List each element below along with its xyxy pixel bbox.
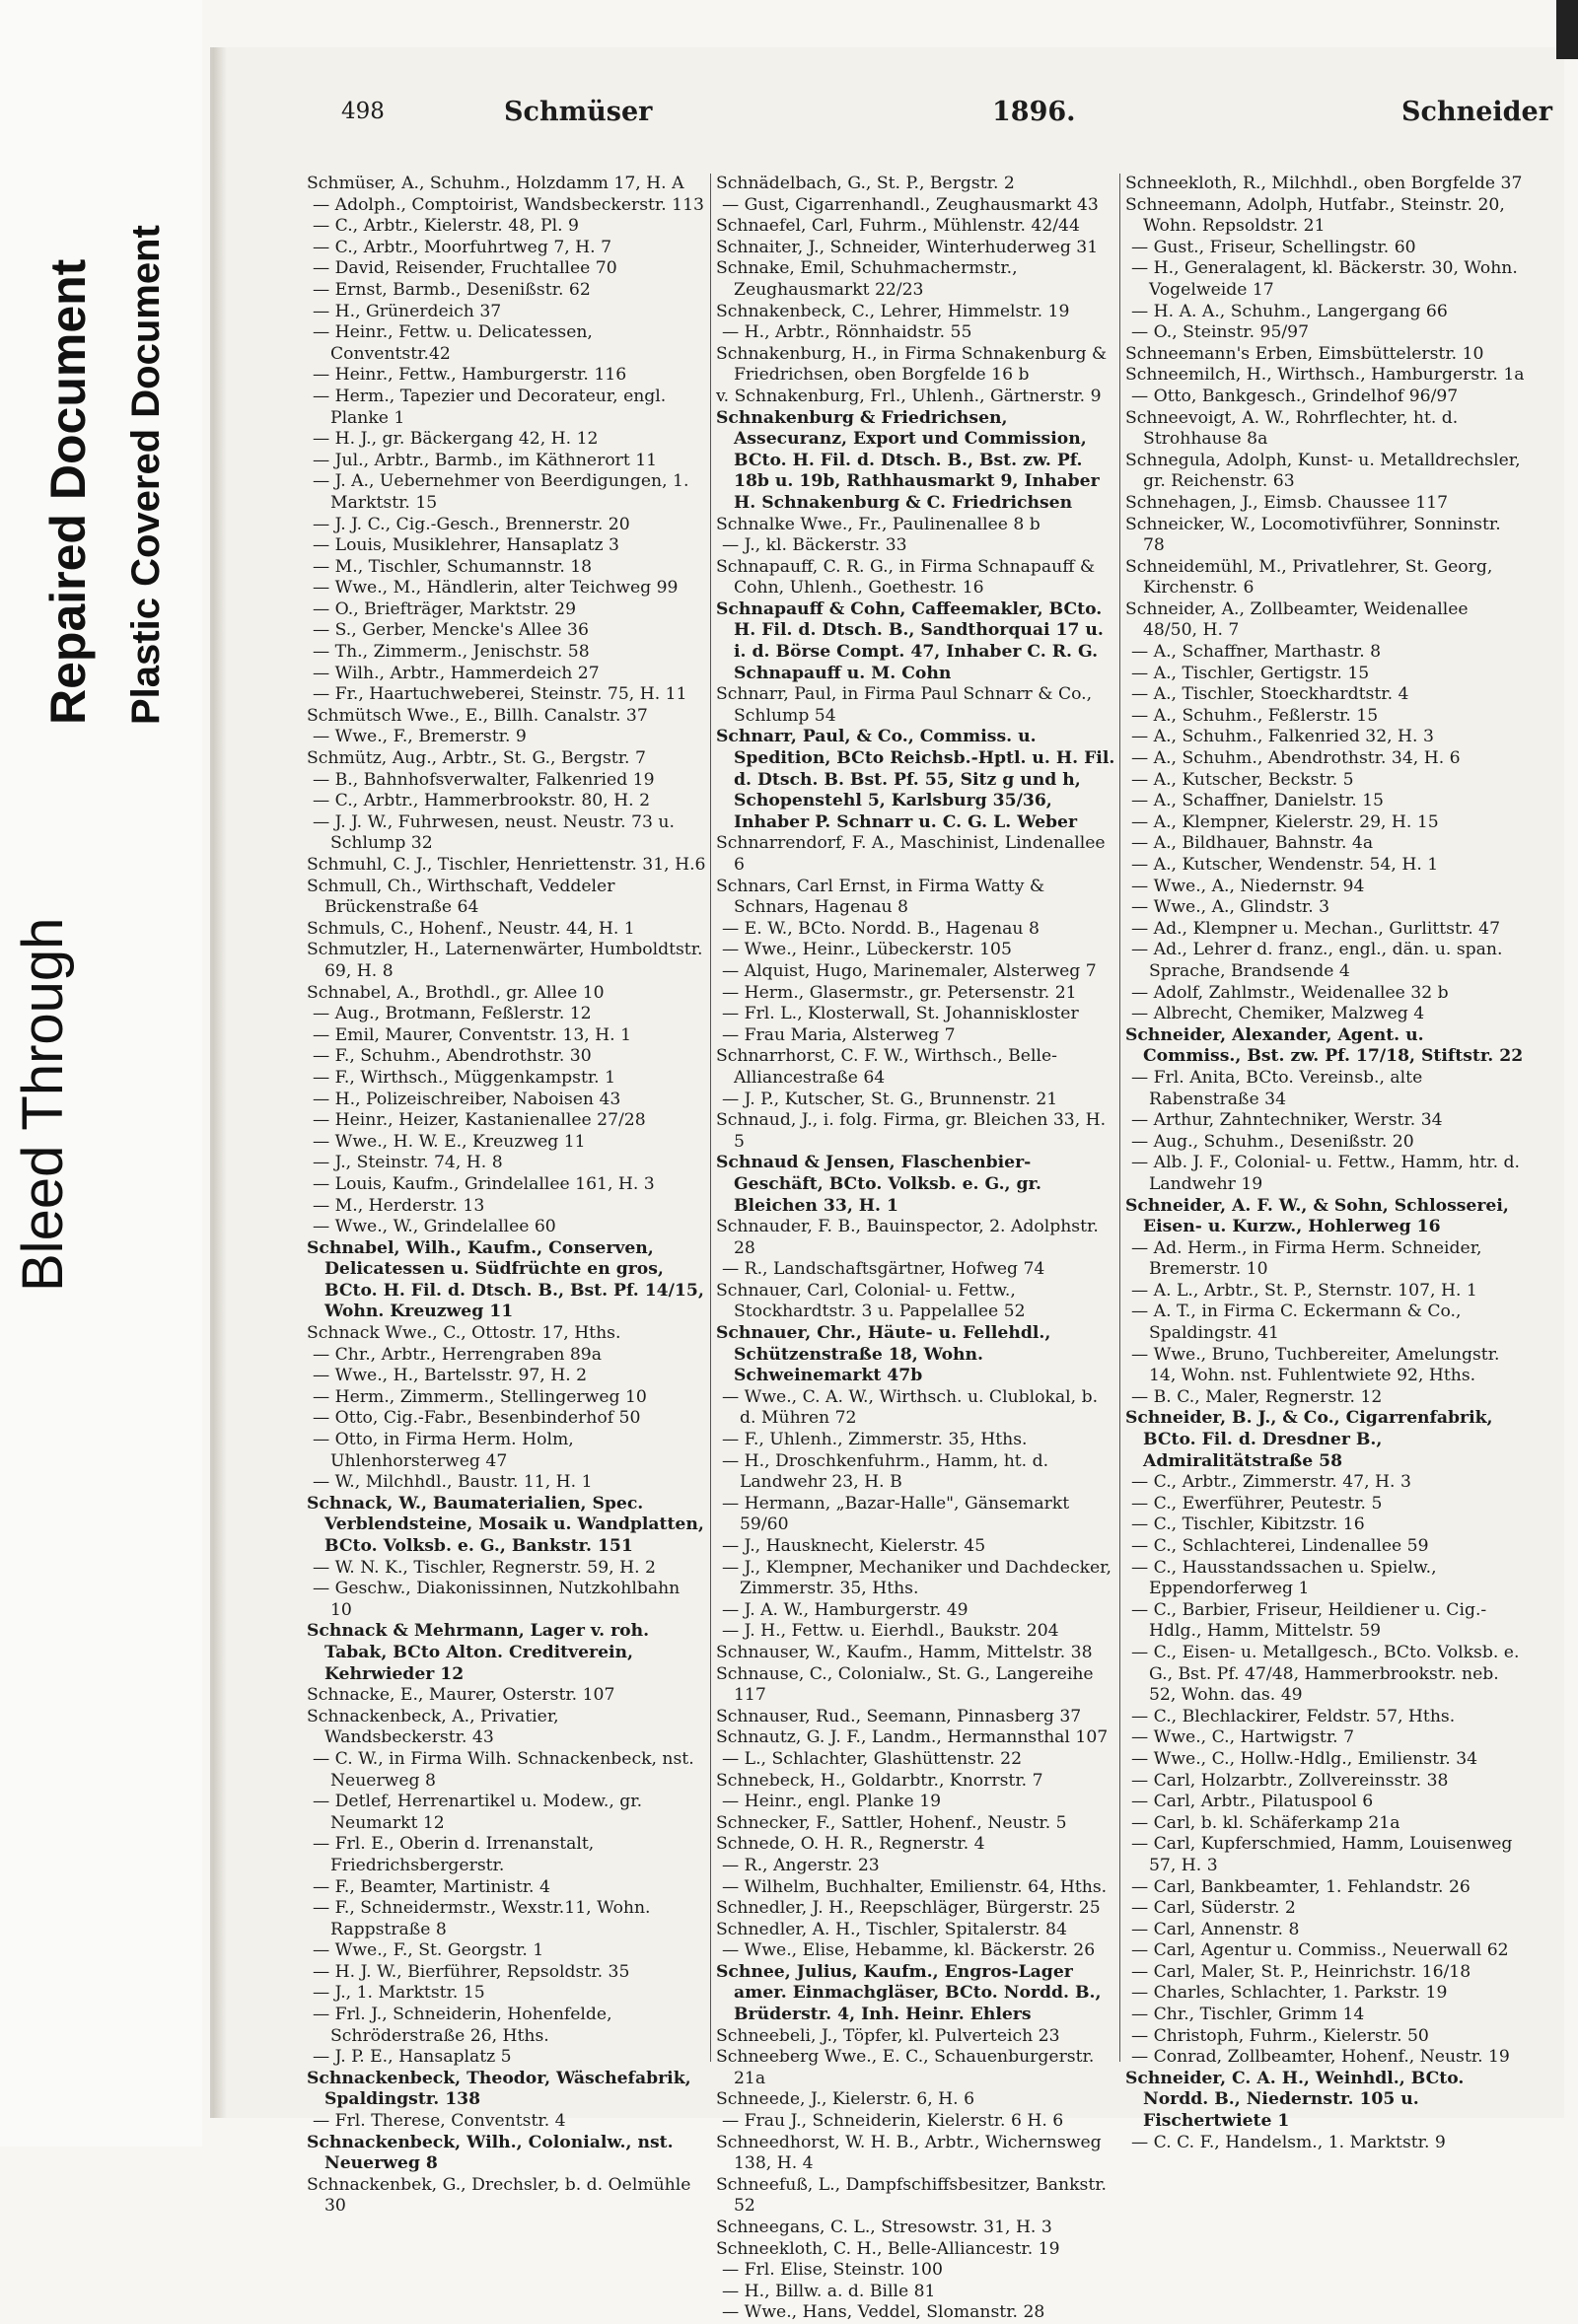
directory-entry: — Wwe., M., Händlerin, alter Teichweg 99 (313, 578, 679, 599)
directory-entry: Schnauder, F. B., Bauinspector, 2. Adolphstr. 28 (716, 1217, 1099, 1258)
directory-entry: — Fr., Haartuchweberei, Steinstr. 75, H. 11 (313, 684, 687, 705)
directory-entry: Schnakenbeck, C., Lehrer, Himmelstr. 19 (716, 301, 1070, 321)
directory-entry: v. Schnakenburg, Frl., Uhlenh., Gärtnerstr. 9 (716, 386, 1102, 406)
directory-entry: — Heinr., Fettw. u. Delicatessen, Conventstr.42 (313, 322, 593, 364)
directory-entry: Schnackenbeck, A., Privatier, Wandsbeckerstr. 43 (307, 1706, 559, 1748)
directory-page (210, 47, 1564, 2323)
directory-entry: — C., Tischler, Kibitzstr. 16 (1131, 1514, 1365, 1535)
directory-entry: — A. T., in Firma C. Eckermann & Co., Spaldingstr. 41 (1131, 1302, 1462, 1344)
directory-entry: — F., Schneidermstr., Wexstr.11, Wohn. Rappstraße 8 (313, 1898, 651, 1939)
directory-entry: — J., Steinstr. 74, H. 8 (313, 1153, 503, 1173)
directory-entry: — Wwe., F., Bremerstr. 9 (313, 727, 527, 747)
directory-entry: — O., Steinstr. 95/97 (1131, 322, 1310, 343)
directory-entry: — Gust., Friseur, Schellingstr. 60 (1131, 237, 1416, 257)
directory-entry: Schnarr, Paul, & Co., Commiss. u. Spedition, BCto Reichsb.-Hptl. u. H. Fil. d. Dtsch. B. Bst. Pf. 55, Sitz g und h, Schopenstehl 5, Karlsburg 35/36, Inhaber P. Schnarr u. C. G. L. Weber (716, 727, 1115, 832)
directory-entry: — W., Milchhdl., Baustr. 11, H. 1 (313, 1472, 593, 1493)
directory-entry: — Frl. L., Klosterwall, St. Johanniskloster (722, 1004, 1079, 1024)
directory-entry: — Wwe., Heinr., Lübeckerstr. 105 (722, 940, 1012, 960)
directory-entry: — J. P., Kutscher, St. G., Brunnenstr. 21 (722, 1089, 1058, 1109)
directory-entry: — Carl, Holzarbtr., Zollvereinsstr. 38 (1131, 1770, 1449, 1791)
directory-entry: — Frl. Anita, BCto. Vereinsb., alte Rabenstraße 34 (1131, 1067, 1423, 1109)
directory-entry: Schnars, Carl Ernst, in Firma Watty & Schnars, Hagenau 8 (716, 876, 1045, 918)
directory-entry: Schneegans, C. L., Stresowstr. 31, H. 3 (716, 2218, 1052, 2237)
directory-entry: — Ad., Klempner u. Mechan., Gurlittstr. 47 (1131, 918, 1501, 939)
directory-entry: — Otto, in Firma Herm. Holm, Uhlenhorsterweg 47 (313, 1430, 574, 1471)
page-header (312, 97, 1552, 130)
directory-entry: — H. J. W., Bierführer, Repsoldstr. 35 (313, 1961, 630, 1982)
directory-entry: — Ernst, Barmb., Desenißstr. 62 (313, 279, 591, 300)
directory-entry: — Ad., Lehrer d. franz., engl., dän. u. span. Sprache, Brandsende 4 (1131, 940, 1503, 981)
directory-entry: — J., kl. Bäckerstr. 33 (722, 535, 907, 556)
directory-entry: — C., Ewerführer, Peutestr. 5 (1131, 1493, 1383, 1514)
directory-entry: Schnabel, Wilh., Kaufm., Conserven, Delicatessen u. Südfrüchte en gros, BCto. H. Fil. d. Dtsch. B., Bst. Pf. 14/15, Wohn. Kreuzweg 11 (307, 1237, 704, 1322)
directory-entry: Schnackenbeck, Wilh., Colonialw., nst. Neuerweg 8 (307, 2132, 674, 2174)
directory-entry: — F., Wirthsch., Müggenkampstr. 1 (313, 1067, 616, 1088)
directory-entry: — Wwe., F., St. Georgstr. 1 (313, 1940, 544, 1961)
directory-entry: Schnede, O. H. R., Regnerstr. 4 (716, 1834, 985, 1855)
directory-entry: — Wwe., H. W. E., Kreuzweg 11 (313, 1131, 586, 1152)
directory-entry: — Frl. Elise, Steinstr. 100 (722, 2260, 943, 2281)
directory-entry: Schneemann, Adolph, Hutfabr., Steinstr. 20, Wohn. Repsoldstr. 21 (1125, 194, 1505, 237)
directory-entry: — O., Briefträger, Marktstr. 29 (313, 599, 577, 619)
directory-entry: — C., Schlachterei, Lindenallee 59 (1131, 1536, 1429, 1556)
directory-entry: Schneeberg Wwe., E. C., Schauenburgerstr. 21a (716, 2047, 1095, 2088)
directory-entry: Schnee, Julius, Kaufm., Engros-Lager amer. Einmachgläser, BCto. Nordd. B., Brüderstr. 4, Inh. Heinr. Ehlers (716, 1961, 1102, 2025)
directory-entry: Schnakenburg & Friedrichsen, Assecuranz, Export und Commission, BCto. H. Fil. d. Dtsch. B., Bst. zw. Pf. 18b u. 19b, Rathhausmarkt 9, Inhaber H. Schnakenburg & C. Friedrichsen (716, 407, 1100, 513)
directory-entry: — A., Schuhm., Feßlerstr. 15 (1131, 705, 1379, 726)
directory-entry: Schneebeli, J., Töpfer, kl. Pulverteich 23 (716, 2025, 1060, 2046)
directory-entry: Schnarrendorf, F. A., Maschinist, Lindenallee 6 (716, 833, 1106, 875)
directory-entry: — Heinr., Fettw., Hamburgerstr. 116 (313, 365, 627, 386)
directory-entry: — Wilh., Arbtr., Hammerdeich 27 (313, 663, 600, 683)
directory-entry: — Ad. Herm., in Firma Herm. Schneider, Bremerstr. 10 (1131, 1237, 1482, 1280)
directory-entry: Schnake, Emil, Schuhmachermstr., Zeughausmarkt 22/23 (716, 258, 1018, 300)
directory-entry: — Frau J., Schneiderin, Kielerstr. 6 H. 6 (722, 2111, 1064, 2132)
directory-entry: Schmuhl, C. J., Tischler, Henriettenstr. 31, H.6 (307, 855, 706, 875)
directory-entry: — C. C. F., Handelsm., 1. Marktstr. 9 (1131, 2132, 1446, 2152)
directory-entry: — H., Grünerdeich 37 (313, 301, 502, 321)
scan-margin (0, 0, 202, 2147)
directory-entry: — F., Schuhm., Abendrothstr. 30 (313, 1046, 592, 1067)
directory-entry: — Wilhelm, Buchhalter, Emilienstr. 64, Hths. (722, 1876, 1108, 1897)
directory-entry: — A., Bildhauer, Bahnstr. 4a (1131, 833, 1374, 854)
directory-entry: — Wwe., C. A. W., Wirthsch. u. Clublokal, b. d. Mühren 72 (722, 1386, 1099, 1429)
directory-entry: Schneemann's Erben, Eimsbüttelerstr. 10 (1125, 343, 1484, 364)
directory-entry: — Frl. J., Schneiderin, Hohenfelde, Schröderstraße 26, Hths. (313, 2005, 612, 2046)
directory-entry: — Albrecht, Chemiker, Malzweg 4 (1131, 1004, 1425, 1024)
directory-entry: — Chr., Arbtr., Herrengraben 89a (313, 1344, 602, 1365)
directory-entry: — Wwe., H., Bartelsstr. 97, H. 2 (313, 1366, 588, 1386)
directory-entry: — E. W., BCto. Nordd. B., Hagenau 8 (722, 918, 1040, 939)
column-divider (1119, 174, 1120, 2062)
directory-entry: — C., Eisen- u. Metallgesch., BCto. Volksb. e. G., Bst. Pf. 47/48, Hammerbrookstr. neb. 52, Wohn. das. 49 (1131, 1642, 1520, 1706)
directory-entry: Schnackenbeck, Theodor, Wäschefabrik, Spaldingstr. 138 (307, 2068, 691, 2110)
directory-entry: — Herm., Glasermstr., gr. Petersenstr. 21 (722, 982, 1077, 1003)
directory-entry: — A., Kutscher, Wendenstr. 54, H. 1 (1131, 855, 1439, 875)
column-1 (307, 174, 706, 2217)
directory-entry: — J., Klempner, Mechaniker und Dachdecker, Zimmerstr. 35, Hths. (722, 1557, 1112, 1599)
directory-entry: — Conrad, Zollbeamter, Hohenf., Neustr. 19 (1131, 2047, 1510, 2068)
directory-entry: Schnaud & Jensen, Flaschenbier-Geschäft, BCto. Volksb. e. G., gr. Bleichen 33, H. 1 (716, 1153, 1041, 1216)
directory-entry: Schnaefel, Carl, Fuhrm., Mühlenstr. 42/44 (716, 216, 1080, 237)
directory-entry: — Frau Maria, Alsterweg 7 (722, 1024, 956, 1045)
directory-entry: — A. L., Arbtr., St. P., Sternstr. 107, H. 1 (1131, 1280, 1477, 1301)
directory-entry: — J. P. E., Hansaplatz 5 (313, 2047, 512, 2068)
directory-entry: Schneider, A. F. W., & Sohn, Schlosserei, Eisen- u. Kurzw., Hohlerweg 16 (1125, 1195, 1509, 1237)
directory-entry: Schneider, B. J., & Co., Cigarrenfabrik, BCto. Fil. d. Dresdner B., Admiralitätstraße 58 (1125, 1408, 1493, 1471)
plastic-covered-label: Plastic Covered Document (124, 225, 168, 725)
directory-entry: — Heinr., Heizer, Kastanienallee 27/28 (313, 1110, 646, 1131)
header-right-keyword: Schneider (1401, 97, 1552, 127)
directory-entry: — Detlef, Herrenartikel u. Modew., gr. Neumarkt 12 (313, 1792, 643, 1833)
directory-entry: — B. C., Maler, Regnerstr. 12 (1131, 1386, 1383, 1407)
directory-entry: — A., Kutscher, Beckstr. 5 (1131, 769, 1354, 790)
directory-entry: — Gust, Cigarrenhandl., Zeughausmarkt 43 (722, 194, 1099, 215)
directory-entry: Schmuls, C., Hohenf., Neustr. 44, H. 1 (307, 918, 635, 939)
directory-entry: Schnalke Wwe., Fr., Paulinenallee 8 b (716, 514, 1040, 534)
directory-entry: — Chr., Tischler, Grimm 14 (1131, 2005, 1365, 2025)
directory-entry: — H., Droschkenfuhrm., Hamm, ht. d. Landwehr 23, H. B (722, 1450, 1049, 1493)
directory-entry: — F., Uhlenh., Zimmerstr. 35, Hths. (722, 1430, 1028, 1450)
directory-entry: Schnauser, W., Kaufm., Hamm, Mittelstr. 38 (716, 1642, 1093, 1662)
directory-entry: — H., Generalagent, kl. Bäckerstr. 30, Wohn. Vogelweide 17 (1131, 258, 1518, 300)
directory-entry: — A., Tischler, Stoeckhardtstr. 4 (1131, 684, 1409, 705)
directory-entry: Schnedler, J. H., Reepschläger, Bürgerstr. 25 (716, 1898, 1101, 1919)
directory-entry: Schnack & Mehrmann, Lager v. roh. Tabak, BCto Alton. Creditverein, Kehrwieder 12 (307, 1621, 650, 1684)
directory-entry: Schnackenbek, G., Drechsler, b. d. Oelmühle 30 (307, 2174, 691, 2217)
directory-entry: — Adolf, Zahlmstr., Weidenallee 32 b (1131, 982, 1449, 1003)
directory-entry: — C., Arbtr., Kielerstr. 48, Pl. 9 (313, 216, 579, 237)
directory-entry: — Carl, Kupferschmied, Hamm, Louisenweg 57, H. 3 (1131, 1834, 1513, 1875)
directory-entry: — J. H., Fettw. u. Eierhdl., Baukstr. 204 (722, 1621, 1059, 1642)
directory-entry: Schnegula, Adolph, Kunst- u. Metalldrechsler, gr. Reichenstr. 63 (1125, 450, 1521, 492)
directory-entry: — B., Bahnhofsverwalter, Falkenried 19 (313, 769, 655, 790)
header-year: 1896. (992, 97, 1076, 127)
directory-entry: Schmütsch Wwe., E., Billh. Canalstr. 37 (307, 705, 648, 726)
directory-entry: — M., Herderstr. 13 (313, 1195, 485, 1216)
directory-entry: — Wwe., A., Glindstr. 3 (1131, 897, 1330, 918)
directory-entry: — Charles, Schlachter, 1. Parkstr. 19 (1131, 1983, 1448, 2004)
directory-entry: Schneevoigt, A. W., Rohrflechter, ht. d. Strohhause 8a (1125, 407, 1459, 450)
directory-entry: Schneicker, W., Locomotivführer, Sonninstr. 78 (1125, 514, 1501, 556)
column-2 (716, 174, 1115, 2323)
directory-entry: — C., Arbtr., Zimmerstr. 47, H. 3 (1131, 1472, 1411, 1493)
directory-entry: — C., Arbtr., Moorfuhrtweg 7, H. 7 (313, 237, 612, 257)
directory-entry: — A., Schaffner, Marthastr. 8 (1131, 642, 1382, 663)
directory-entry: — J. J. W., Fuhrwesen, neust. Neustr. 73 u. Schlump 32 (313, 811, 675, 854)
directory-entry: Schnarrhorst, C. F. W., Wirthsch., Belle-Alliancestraße 64 (716, 1046, 1057, 1088)
directory-entry: Schmutzler, H., Laternenwärter, Humboldtstr. 69, H. 8 (307, 940, 703, 981)
directory-entry: — Louis, Kaufm., Grindelallee 161, H. 3 (313, 1173, 655, 1194)
directory-entry: Schnause, C., Colonialw., St. G., Langereihe 117 (716, 1663, 1094, 1706)
directory-entry: — R., Landschaftsgärtner, Hofweg 74 (722, 1259, 1045, 1280)
directory-entry: — Carl, b. kl. Schäferkamp 21a (1131, 1812, 1400, 1833)
directory-entry: Schnaud, J., i. folg. Firma, gr. Bleichen 33, H. 5 (716, 1110, 1107, 1152)
directory-entry: — Frl. Therese, Conventstr. 4 (313, 2111, 566, 2132)
directory-entry: — Frl. E., Oberin d. Irrenanstalt, Friedrichsbergerstr. (313, 1834, 595, 1875)
directory-entry: — Wwe., C., Hollw.-Hdlg., Emilienstr. 34 (1131, 1748, 1478, 1769)
directory-entry: — Wwe., Elise, Hebamme, kl. Bäckerstr. 26 (722, 1940, 1096, 1961)
directory-entry: — H., Arbtr., Rönnhaidstr. 55 (722, 322, 972, 343)
directory-entry: — Otto, Cig.-Fabr., Besenbinderhof 50 (313, 1408, 641, 1429)
directory-entry: — Carl, Maler, St. P., Heinrichstr. 16/18 (1131, 1961, 1471, 1982)
directory-entry: Schnautz, G. J. F., Landm., Hermannsthal 107 (716, 1727, 1109, 1748)
directory-entry: — Otto, Bankgesch., Grindelhof 96/97 (1131, 386, 1459, 406)
directory-entry: — Arthur, Zahntechniker, Werstr. 34 (1131, 1110, 1443, 1131)
directory-entry: — Geschw., Diakonissinnen, Nutzkohlbahn 10 (313, 1579, 681, 1620)
directory-entry: Schnapauff, C. R. G., in Firma Schnapauff & Cohn, Uhlenh., Goethestr. 16 (716, 556, 1096, 599)
directory-entry: — Jul., Arbtr., Barmb., im Käthnerort 11 (313, 450, 658, 470)
directory-entry: Schnehagen, J., Eimsb. Chaussee 117 (1125, 492, 1449, 513)
directory-entry: — J. A., Uebernehmer von Beerdigungen, 1. Marktstr. 15 (313, 471, 689, 513)
directory-entry: Schnarr, Paul, in Firma Paul Schnarr & Co., Schlump 54 (716, 684, 1093, 726)
directory-entry: — Th., Zimmerm., Jenischstr. 58 (313, 642, 590, 663)
directory-entry: Schneemilch, H., Wirthsch., Hamburgerstr. 1a (1125, 365, 1525, 386)
directory-entry: — Wwe., Hans, Veddel, Slomanstr. 28 (722, 2302, 1045, 2323)
header-left-keyword: Schmüser (504, 97, 653, 127)
directory-entry: — Wwe., C., Hartwigstr. 7 (1131, 1727, 1355, 1748)
directory-entry: — A., Klempner, Kielerstr. 29, H. 15 (1131, 811, 1439, 832)
directory-entry: — J. J. C., Cig.-Gesch., Brennerstr. 20 (313, 514, 630, 534)
directory-entry: Schneider, Alexander, Agent. u. Commiss., Bst. zw. Pf. 17/18, Stiftstr. 22 (1125, 1024, 1524, 1067)
directory-entry: — J., Hausknecht, Kielerstr. 45 (722, 1536, 986, 1556)
directory-entry: Schnapauff & Cohn, Caffeemakler, BCto. H. Fil. d. Dtsch. B., Sandthorquai 17 u. i. d. Börse Compt. 47, Inhaber C. R. G. Schnapauff u. M. Cohn (716, 599, 1104, 683)
directory-entry: — Herm., Zimmerm., Stellingerweg 10 (313, 1386, 647, 1407)
directory-entry: Schneefuß, L., Dampfschiffsbesitzer, Bankstr. 52 (716, 2174, 1108, 2217)
directory-entry: Schnauser, Rud., Seemann, Pinnasberg 37 (716, 1706, 1082, 1726)
directory-entry: Schnaiter, J., Schneider, Winterhuderweg 31 (716, 237, 1099, 257)
directory-entry: — Adolph., Comptoirist, Wandsbeckerstr. 113 (313, 194, 704, 215)
directory-entry: Schneekloth, R., Milchhdl., oben Borgfelde 37 (1125, 174, 1523, 193)
bleed-through-label: Bleed Through (11, 917, 75, 1292)
directory-entry: Schnabel, A., Brothdl., gr. Allee 10 (307, 982, 605, 1003)
directory-entry: — Carl, Annenstr. 8 (1131, 1919, 1300, 1939)
directory-entry: — S., Gerber, Mencke's Allee 36 (313, 620, 589, 641)
directory-entry: — A., Schaffner, Danielstr. 15 (1131, 791, 1384, 811)
directory-entry: — Christoph, Fuhrm., Kielerstr. 50 (1131, 2025, 1429, 2046)
directory-entry: — Herm., Tapezier und Decorateur, engl. Planke 1 (313, 386, 667, 428)
directory-entry: — C., Blechlackirer, Feldstr. 57, Hths. (1131, 1706, 1456, 1726)
directory-entry: — R., Angerstr. 23 (722, 1855, 880, 1875)
column-divider (710, 174, 711, 2062)
column-3 (1125, 174, 1525, 2152)
repaired-document-label: Repaired Document (40, 258, 96, 725)
page-number: 498 (341, 99, 385, 124)
directory-entry: — A., Schuhm., Abendrothstr. 34, H. 6 (1131, 748, 1461, 769)
directory-entry: — Hermann, „Bazar-Halle", Gänsemarkt 59/60 (722, 1493, 1070, 1535)
directory-entry: Schnädelbach, G., St. P., Bergstr. 2 (716, 174, 1015, 193)
directory-entry: — David, Reisender, Fruchtallee 70 (313, 258, 617, 279)
directory-entry: — C., Arbtr., Hammerbrookstr. 80, H. 2 (313, 791, 651, 811)
directory-entry: — Carl, Süderstr. 2 (1131, 1898, 1296, 1919)
directory-entry: — Alb. J. F., Colonial- u. Fettw., Hamm, htr. d. Landwehr 19 (1131, 1153, 1521, 1194)
directory-entry: — C., Hausstandssachen u. Spielw., Eppendorferweg 1 (1131, 1557, 1437, 1599)
directory-entry: — Wwe., A., Niedernstr. 94 (1131, 876, 1365, 896)
directory-entry: — Wwe., Bruno, Tuchbereiter, Amelungstr. 14, Wohn. nst. Fuhlentwiete 92, Hths. (1131, 1344, 1500, 1386)
directory-entry: Schnedler, A. H., Tischler, Spitalerstr. 84 (716, 1919, 1067, 1939)
directory-entry: — Carl, Arbtr., Pilatuspool 6 (1131, 1792, 1374, 1812)
directory-entry: Schnauer, Chr., Häute- u. Fellehdl., Schützenstraße 18, Wohn. Schweinemarkt 47b (716, 1323, 1051, 1386)
directory-entry: Schnebeck, H., Goldarbtr., Knorrstr. 7 (716, 1770, 1043, 1791)
directory-entry: Schnack Wwe., C., Ottostr. 17, Hths. (307, 1323, 621, 1344)
directory-entry: — Aug., Brotmann, Feßlerstr. 12 (313, 1004, 592, 1024)
directory-entry: — A., Tischler, Gertigstr. 15 (1131, 663, 1370, 683)
directory-entry: Schneede, J., Kielerstr. 6, H. 6 (716, 2089, 975, 2110)
directory-entry: — Emil, Maurer, Conventstr. 13, H. 1 (313, 1024, 632, 1045)
directory-entry: — W. N. K., Tischler, Regnerstr. 59, H. 2 (313, 1557, 656, 1578)
directory-entry: — Louis, Musiklehrer, Hansaplatz 3 (313, 535, 619, 556)
directory-entry: — J., 1. Marktstr. 15 (313, 1983, 485, 2004)
directory-entry: Schneider, A., Zollbeamter, Weidenallee 48/50, H. 7 (1125, 599, 1469, 641)
directory-entry: — M., Tischler, Schumannstr. 18 (313, 556, 593, 577)
directory-entry: Schnecker, F., Sattler, Hohenf., Neustr. 5 (716, 1812, 1067, 1833)
directory-entry: Schmüser, A., Schuhm., Holzdamm 17, H. A (307, 174, 684, 193)
directory-entry: Schnakenburg, H., in Firma Schnakenburg & Friedrichsen, oben Borgfelde 16 b (716, 343, 1108, 386)
directory-entry: — Wwe., W., Grindelallee 60 (313, 1217, 556, 1237)
directory-entry: — Aug., Schuhm., Desenißstr. 20 (1131, 1131, 1414, 1152)
directory-entry: — C., Barbier, Friseur, Heildiener u. Cig.-Hdlg., Hamm, Mittelstr. 59 (1131, 1599, 1487, 1642)
directory-entry: Schnauer, Carl, Colonial- u. Fettw., Stockhardtstr. 3 u. Pappelallee 52 (716, 1280, 1026, 1322)
directory-entry: — F., Beamter, Martinistr. 4 (313, 1876, 550, 1897)
directory-entry: — L., Schlachter, Glashüttenstr. 22 (722, 1748, 1023, 1769)
directory-entry: — J. A. W., Hamburgerstr. 49 (722, 1599, 968, 1620)
directory-entry: Schmull, Ch., Wirthschaft, Veddeler Brückenstraße 64 (307, 876, 615, 918)
directory-entry: — H. A. A., Schuhm., Langergang 66 (1131, 301, 1448, 321)
directory-entry: Schneekloth, C. H., Belle-Alliancestr. 19 (716, 2238, 1060, 2259)
directory-entry: Schneedhorst, W. H. B., Arbtr., Wichernsweg 138, H. 4 (716, 2132, 1102, 2174)
directory-entry: — Heinr., engl. Planke 19 (722, 1792, 942, 1812)
directory-entry: Schmütz, Aug., Arbtr., St. G., Bergstr. 7 (307, 748, 646, 769)
directory-entry: — H. J., gr. Bäckergang 42, H. 12 (313, 429, 599, 450)
directory-entry: — Carl, Agentur u. Commiss., Neuerwall 62 (1131, 1940, 1509, 1961)
directory-entry: — H., Polizeischreiber, Naboisen 43 (313, 1089, 621, 1109)
directory-entry: Schneider, C. A. H., Weinhdl., BCto. Nordd. B., Niedernstr. 105 u. Fischertwiete 1 (1125, 2068, 1465, 2132)
directory-entry: — A., Schuhm., Falkenried 32, H. 3 (1131, 727, 1434, 747)
scan-edge-mark (1556, 0, 1578, 59)
directory-entry: Schneidemühl, M., Privatlehrer, St. Georg, Kirchenstr. 6 (1125, 556, 1493, 599)
directory-entry: — Carl, Bankbeamter, 1. Fehlandstr. 26 (1131, 1876, 1470, 1897)
directory-entry: Schnack, W., Baumaterialien, Spec. Verblendsteine, Mosaik u. Wandplatten, BCto. Volksb. e. G., Bankstr. 151 (307, 1493, 704, 1556)
directory-entry: — H., Billw. a. d. Bille 81 (722, 2281, 936, 2301)
page-edge-shadow (213, 47, 227, 2118)
directory-entry: Schnacke, E., Maurer, Osterstr. 107 (307, 1685, 615, 1706)
directory-entry: — C. W., in Firma Wilh. Schnackenbeck, nst. Neuerweg 8 (313, 1748, 694, 1791)
directory-entry: — Alquist, Hugo, Marinemaler, Alsterweg 7 (722, 960, 1097, 981)
